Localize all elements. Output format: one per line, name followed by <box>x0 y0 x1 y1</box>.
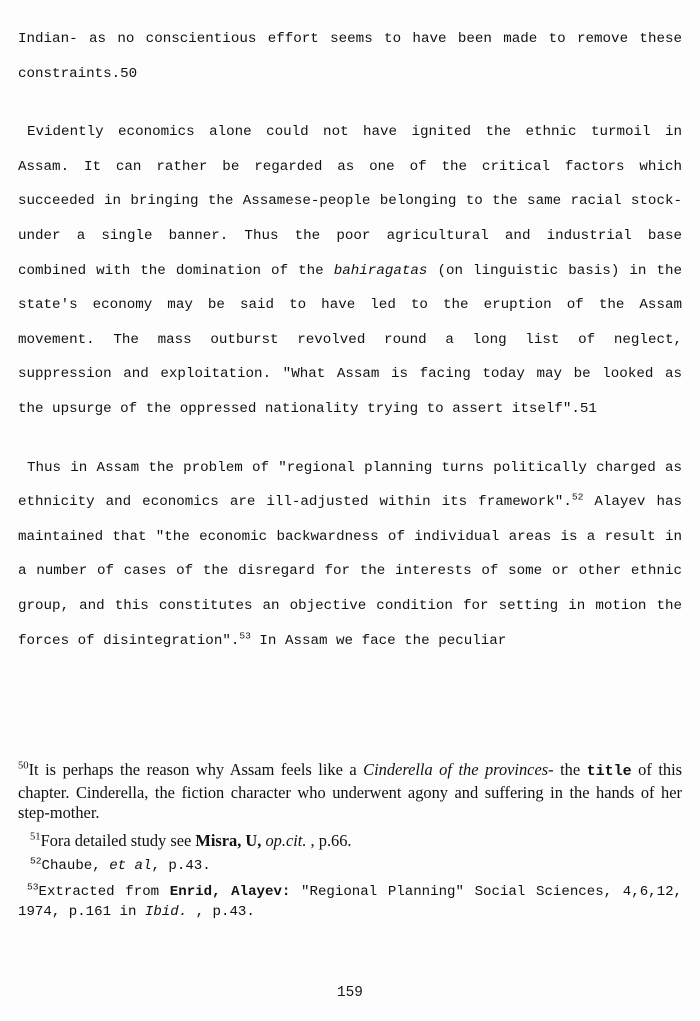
body-text-block <box>18 22 682 658</box>
footnote-text-53 <box>18 884 682 921</box>
mono-bold-run: title <box>586 763 632 780</box>
footnote-52 <box>18 856 682 877</box>
text-run: Extracted from <box>38 883 170 900</box>
paragraph-evidently <box>18 115 682 426</box>
text-run: "Regional Planning" Social Sciences, 4,6,12, 1974, p.161 in <box>18 883 682 920</box>
footnote-marker-53: 53 <box>27 880 39 892</box>
italic-run: op.cit. <box>265 830 307 850</box>
bold-run: Misra, U, <box>195 830 262 850</box>
text-run: Evidently economics alone could not have ignited the ethnic turmoil in Assam. It can rather be regarded as one of the critical factors which succeeded in bringing the Assamese-people belonging to the same racial stock-under a single banner. Thus the poor agricultural and industrial base combined with the domination of the <box>18 124 682 279</box>
text-run: , p.43. <box>187 904 255 920</box>
footnote-text-51 <box>41 831 352 850</box>
text-run: Fora detailed study see <box>40 830 196 850</box>
page-number: 159 <box>337 985 363 1001</box>
italic-run: Ibid. <box>144 904 188 920</box>
text-run: Alayev has maintained that "the economic backwardness of individual areas is a result in a number of cases of the disregard for the interests of some or other ethnic group, and this constitutes an objective condition for setting in motion the forces of disintegration". <box>18 494 683 649</box>
paragraph-thus-in-assam <box>18 451 682 659</box>
footnote-marker-52: 52 <box>30 855 42 867</box>
text-run: - the <box>548 760 587 779</box>
footnote-53 <box>18 882 682 923</box>
footnote-marker-50: 50 <box>18 760 29 772</box>
text-run: Chaube, <box>41 858 110 874</box>
paragraph-continuation <box>18 22 682 91</box>
footnote-text-50 <box>18 760 682 822</box>
text-run: , p.43. <box>151 858 211 874</box>
italic-run: bahiragatas <box>333 262 428 279</box>
text-run: It is perhaps the reason why Assam feels like a <box>28 760 364 779</box>
text-run: of this chapter. Cinderella, the fiction character who underwent agony and suffering in the hands of her step-mother. <box>18 760 683 822</box>
bold-run: Enrid, Alayev: <box>169 883 291 900</box>
footnote-reference: 53 <box>239 629 251 641</box>
text-run: Thus in Assam the problem of "regional planning turns politically charged as ethnicity and economics are ill-adjusted within its framework". <box>18 459 682 511</box>
footnote-50 <box>18 760 682 824</box>
footnote-marker-51: 51 <box>30 831 41 843</box>
text-run: (on linguistic basis) in the state's economy may be said to have led to the eruption of the Assam movement. The mass outburst revolved round a long list of neglect, suppression and exploitation. "What Assam is facing today may be looked as the upsurge of the oppressed nationality trying to assert itself".51 <box>18 262 683 417</box>
text-run: In Assam we face the peculiar <box>250 632 507 649</box>
italic-run: Cinderella of the provinces <box>363 760 549 779</box>
text-run: , p.66. <box>306 830 352 850</box>
italic-run: et al <box>109 858 152 874</box>
footnote-text-52 <box>42 858 211 874</box>
footnote-reference: 52 <box>571 491 584 503</box>
footnote-block <box>18 760 682 923</box>
text-run: Indian- as no conscientious effort seems to have been made to remove these constraints.50 <box>18 31 682 82</box>
footnote-51 <box>18 831 682 852</box>
